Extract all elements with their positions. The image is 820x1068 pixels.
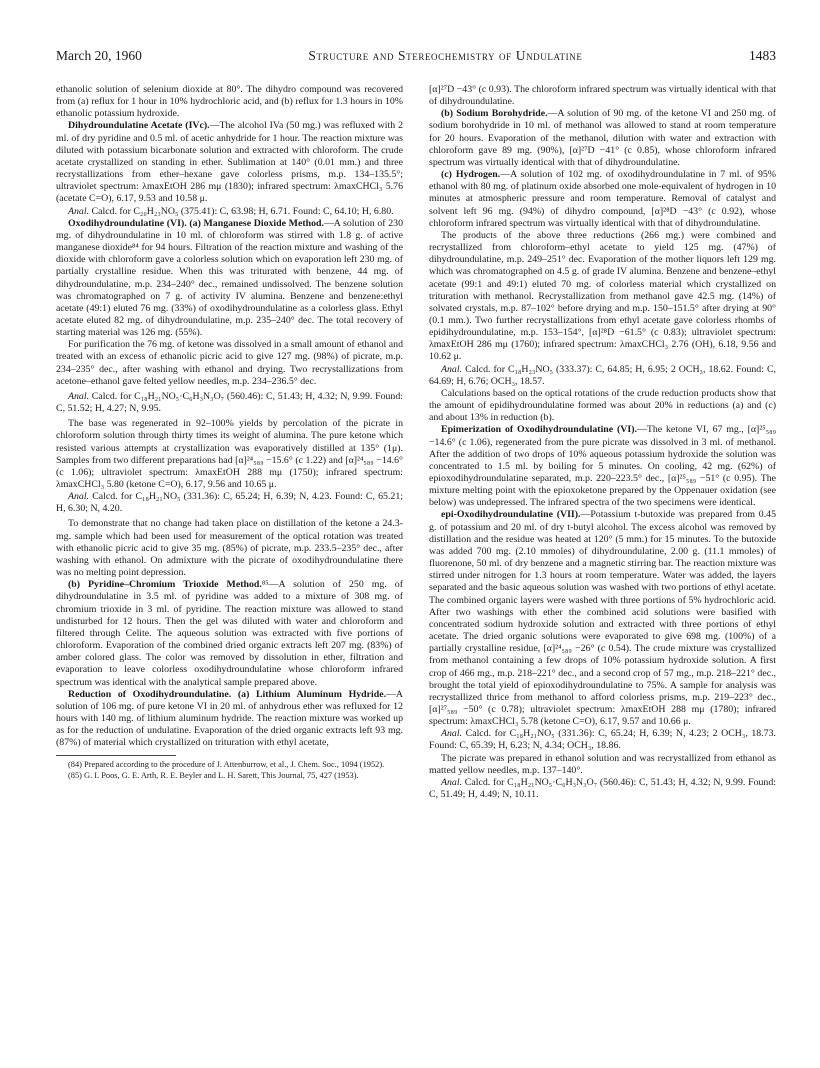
run-in-heading: Reduction of Oxodihydroundulatine. (a) Lithium Aluminum Hydride. xyxy=(68,688,387,700)
paragraph xyxy=(429,169,776,230)
run-in-heading: (b) Sodium Borohydride. xyxy=(441,108,548,120)
paragraph xyxy=(429,509,776,728)
paragraph xyxy=(56,339,403,388)
paragraph-text: [α]²⁷D −43° (c 0.93). The chloroform infrared spectrum was virtually identical with that of dihydroundulatine. xyxy=(429,84,776,108)
footnote-rule xyxy=(56,755,176,756)
paragraph-text: —A solution of 230 mg. of dihydroundulatine in 10 ml. of chloroform was stirred with 1.8 g. of active manganese dioxide⁸⁴ for 94 hours. Filtration of the reaction mixture and washing of the dioxide with chloroform gave a colorless solution which on evaporation left 230 mg. of partially crystalline residue. When this was triturated with benzene, 44 mg. of dihydroundulatine, m.p. 234–240° dec., remained undissolved. The benzene solution was chromatographed on 7 g. of activity IV alumina. Benzene and benzene:ethyl acetate (49:1) eluted 76 mg. (33%) of oxodihydroundulatine as a colorless glass. Ethyl acetate eluted 82 mg. of dihydroundulatine, m.p. 235–240° dec. The total recovery of starting material was 126 mg. (55%). xyxy=(56,217,403,339)
paragraph-text: Calcd. for C₁₈H₂₁NO₅·C₆H₃N₃O₇ (560.46): C, 51.43; H, 4.32; N, 9.99. Found: C, 51.49; H, 4.49; N, 10.11. xyxy=(429,776,776,801)
right-paragraphs xyxy=(429,84,776,801)
run-in-heading: (b) Pyridine–Chromium Trioxide Method. xyxy=(68,579,262,591)
paragraph xyxy=(56,391,403,415)
paragraph-text: The products of the above three reductions (266 mg.) were combined and recrystallized from chloroform–ethyl acetate to yield 125 mg. (47%) of dihydroundulatine, m.p. 249–251° dec. Evaporation of the mother liquors left 129 mg. which was chromatographed on 4.5 g. of grade IV alumina. Benzene and benzene–ethyl acetate (99:1 and 49:1) eluted 70 mg. of colorless material which crystallized on trituration with methanol. Recrystallization from methanol gave 42.5 mg. (14%) of solvated crystals, m.p. 87–102° before drying and m.p. 150–151.5° after drying at 90° (0.1 mm.). Two further recrystallizations from ethyl acetate gave colorless rhombs of epidihydroundulatine, m.p. 153–154°, [α]²⁸D −61.5° (c 0.83); ultraviolet spectrum: λmaxEtOH 286 mμ (1760); infrared spectrum: λmaxCHCl₃ 2.76 (OH), 6.18, 9.56 and 10.62 μ. xyxy=(429,229,776,363)
footnote: (85) G. I. Poos, G. E. Arth, R. E. Beyler and L. H. Sarett, This Journal, 75, 427 (1953). xyxy=(68,770,359,780)
paragraph-text: —A solution of 90 mg. of the ketone VI and 250 mg. of sodium borohydride in 10 ml. of methanol was allowed to stand at room temperature for 20 hours. Evaporation of the methanol, dilution with water and extraction with chloroform gave 89 mg. (90%), [α]²⁷D −41° (c 0.85), whose chloroform infrared spectrum was virtually identical with that of dihydroundulatine. xyxy=(429,108,776,168)
paragraph-text: ethanolic solution of selenium dioxide at 80°. The dihydro compound was recovered from (a) reflux for 1 hour in 10% hydrochloric acid, and (b) reflux for 1.3 hours in 10% ethanolic potassium hydroxide. xyxy=(56,84,403,120)
paragraph-text: Calcd. for C₁₈H₂₃NO₅ (333.37): C, 64.85; H, 6.95; 2 OCH₃, 18.62. Found: C, 64.69; H, 6.76; OCH₃, 18.57. xyxy=(429,363,776,387)
paragraph xyxy=(56,689,403,750)
paragraph xyxy=(56,491,403,515)
paragraph xyxy=(429,84,776,108)
paragraph xyxy=(429,728,776,752)
paragraph xyxy=(56,120,403,205)
paragraph xyxy=(56,418,403,491)
paragraph-text: The base was regenerated in 92–100% yields by percolation of the picrate in chloroform solution through thirty times its weight of alumina. The pure ketone which resisted various attempts at crystallization was evaporatively distilled at 135° (1μ). Samples from two different preparations had [α]²⁴₅₈₉ −15.6° (c 1.22) and [α]²⁴₅₈₉ −14.6° (c 1.06); ultraviolet spectrum: λmaxEtOH 288 mμ (1750); infrared spectrum: λmaxCHCl₃ 5.80 (ketone C=O), 6.17, 9.56 and 10.65 μ. xyxy=(56,418,403,490)
run-in-heading: Epimerization of Oxodihydroundulatine (VI). xyxy=(441,424,637,436)
run-in-heading: epi-Oxodihydroundulatine (VII). xyxy=(441,509,581,521)
paragraph xyxy=(56,518,403,579)
run-in-heading: Oxodihydroundulatine (VI). (a) Manganese Dioxide Method. xyxy=(68,217,324,229)
footnote: (84) Prepared according to the procedure of J. Attenburrow, et al., J. Chem. Soc., 1094 (1952). xyxy=(68,760,385,770)
analysis-label: Anal. xyxy=(441,728,463,740)
paragraph-text: —Potassium t-butoxide was prepared from 0.45 g. of potassium and 20 ml. of dry t-butyl alcohol. The excess alcohol was removed by distillation and the residue was heated at 120° (5 mm.) for 15 minutes. To the butoxide was added 700 mg. (2.10 mmoles) of dihydroundulatine, 2.00 g. (11.1 mmoles) of fluorenone, 50 ml. of dry benzene and a magnetic stirring bar. The reaction mixture was stirred under nitrogen for 1.3 hours at room temperature. Water was added, the layers separated and the basic aqueous solution was washed with two portions of ethyl acetate. The combined organic layers were washed with three portions of 5% hydrochloric acid. After two washings with ether the combined acid solutions were basified with concentrated sodium hydroxide solution and extracted with three portions of ethyl acetate. The dried organic solutions were evaporated to give 698 mg. (100%) of a partially crystalline residue, [α]²⁴₅₈₉ −26° (c 0.54). The crude mixture was crystallized from methanol containing a few drops of 10% potassium hydroxide solution. A first crop of 466 mg., m.p. 218–221° dec., and a second crop of 57 mg., m.p. 218–221° dec., brought the total yield of epioxodihydroundulatine to 75%. A sample for analysis was recrystallized thrice from methanol to afford colorless prisms, m.p. 219–223° dec., [α]²⁷₅₈₉ −50° (c 0.78); ultraviolet spectrum: λmaxEtOH 288 mμ (1780); infrared spectrum: λmaxCHCl₃ 5.78 (ketone C=O), 6.17, 9.57 and 10.66 μ. xyxy=(429,509,776,728)
paragraph-text: ⁸⁵—A solution of 250 mg. of dihydroundulatine in 3.5 ml. of pyridine was added to a mixture of 308 mg. of chromium trioxide in 3 ml. of pyridine. The reaction mixture was allowed to stand undisturbed for 12 hours. Then the gel was diluted with water and chloroform and filtered through Celite. The aqueous solution was extracted with five portions of chloroform. Evaporation of the combined dried organic extracts left 207 mg. (83%) of amber colored glass. The color was removed by dissolution in ether, filtration and evaporation to leave colorless oxodihydroundulatine whose chloroform infrared spectrum was identical with the analytical sample prepared above. xyxy=(56,579,404,688)
analysis-label: Anal. xyxy=(441,363,463,375)
paragraph xyxy=(56,218,403,340)
analysis-label: Anal. xyxy=(68,205,90,217)
paragraph xyxy=(429,388,776,424)
paragraph xyxy=(429,777,776,801)
page-number: 1483 xyxy=(748,48,776,63)
paragraph xyxy=(56,206,403,218)
left-column xyxy=(56,84,403,801)
analysis-label: Anal. xyxy=(68,491,90,503)
paragraph xyxy=(429,364,776,388)
paragraph-text: Calcd. for C₁₈H₂₁NO₅ (331.36): C, 65.24; H, 6.39; N, 4.23. Found: C, 65.21; H, 6.30; N, 4.20. xyxy=(56,491,403,515)
running-title: Structure and Stereochemistry of Undulatine xyxy=(308,48,583,63)
paragraph xyxy=(429,108,776,169)
right-column xyxy=(429,84,776,801)
running-head xyxy=(56,48,776,70)
paragraph-text: —A solution of 106 mg. of pure ketone VI in 20 ml. of anhydrous ether was refluxed for 12 hours with 140 mg. of lithium aluminum hydride. The reaction mixture was worked up as for the reduction of undulatine. Evaporation of the dried organic extracts left 93 mg. (87%) of material which crystallized on trituration with ethyl acetate, xyxy=(56,688,403,749)
paragraph-text: —The alcohol IVa (50 mg.) was refluxed with 2 ml. of dry pyridine and 0.5 ml. of acetic anhydride for 1 hour. The reaction mixture was diluted with potassium bicarbonate solution and extracted with chloroform. The crude acetate crystallized on standing in ether. Sublimation at 140° (0.01 mm.) and three recrystallizations from ether–hexane gave colorless prisms, m.p. 134–135.5°; ultraviolet spectrum: λmaxEtOH 286 mμ (1830); infrared spectrum: λmaxCHCl₃ 5.76 (acetate C=O), 6.17, 9.53 and 10.58 μ. xyxy=(56,120,403,205)
paragraph-text: Calcd. for C₁₈H₂₁NO₅ (331.36): C, 65.24; H, 6.39; N, 4.23; 2 OCH₃, 18.73. Found: C, 65.39; H, 6.23; N, 4.34; OCH₃, 18.86. xyxy=(429,728,776,752)
issue-date: March 20, 1960 xyxy=(56,48,142,63)
paragraph xyxy=(429,230,776,364)
paragraph xyxy=(429,424,776,509)
paragraph-text: —A solution of 102 mg. of oxodihydroundulatine in 7 ml. of 95% ethanol with 80 mg. of platinum oxide absorbed one mole-equivalent of hydrogen in 10 minutes at atmospheric pressure and room temperature. Removal of catalyst and solvent left 96 mg. (94%) of dihydro compound, [α]²⁸D −43° (c 0.92), whose chloroform infrared spectrum was virtually identical with that of dihydroundulatine. xyxy=(429,169,776,229)
paragraph-text: The picrate was prepared in ethanol solution and was recrystallized from ethanol as matted yellow needles, m.p. 137–140°. xyxy=(429,752,776,776)
paragraph-text: —The ketone VI, 67 mg., [α]²⁵₅₈₉ −14.6° (c 1.06), regenerated from the pure picrate was dissolved in 3 ml. of methanol. After the addition of two drops of 10% aqueous potassium hydroxide the solution was concentrated to 1.5 ml. by boiling for 5 minutes. On cooling, 42 mg. (62%) of epioxodihydroundulatine separated, m.p. 220–223.5° dec., [α]²⁵₅₈₉ −51° (c 0.95). The mixture melting point with the epioxoketone prepared by the Oppenauer oxidation (see below) was undepressed. The infrared spectra of the two specimens were identical. xyxy=(429,424,776,509)
paragraph xyxy=(56,579,403,688)
run-in-heading: (c) Hydrogen. xyxy=(441,169,501,181)
paragraph xyxy=(429,753,776,777)
paragraph-text: Calculations based on the optical rotations of the crude reduction products show that the amount of epidihydroundulatine formed was about 20% in reductions (a) and (c) and about 13% in reduction (b). xyxy=(429,387,776,424)
run-in-heading: Dihydroundulatine Acetate (IVc). xyxy=(68,120,210,132)
paragraph xyxy=(56,84,403,120)
paragraph-text: To demonstrate that no change had taken place on distillation of the ketone a 24.3-mg. sample which had been used for measurement of the optical rotation was treated with ethanolic picric acid to give 35 mg. (85%) of picrate, m.p. 233.5–235° dec., after washing with ethanol. On admixture with the picrate of oxodihydroundulatine there was no melting point depression. xyxy=(56,518,403,579)
footnotes xyxy=(56,760,403,781)
left-paragraphs xyxy=(56,84,403,749)
analysis-label: Anal. xyxy=(441,776,463,788)
paragraph-text: Calcd. for C₁₈H₂₁NO₅·C₆H₃N₃O₇ (560.46): C, 51.43; H, 4.32; N, 9.99. Found: C, 51.52; H, 4.27; N, 9.95. xyxy=(56,390,403,415)
paragraph-text: Calcd. for C₂₀H₂₃NO₅ (375.41): C, 63.98; H, 6.71. Found: C, 64.10; H, 6.80. xyxy=(89,205,394,217)
analysis-label: Anal. xyxy=(68,390,90,402)
body-columns xyxy=(56,84,776,801)
paragraph-text: For purification the 76 mg. of ketone was dissolved in a small amount of ethanol and treated with an excess of ethanolic picric acid to give 127 mg. (98%) of picrate, m.p. 234–235° dec., after washing with ethanol and drying. Two recrystallizations from acetone–ethanol gave felted yellow needles, m.p. 234–236.5° dec. xyxy=(56,339,403,387)
